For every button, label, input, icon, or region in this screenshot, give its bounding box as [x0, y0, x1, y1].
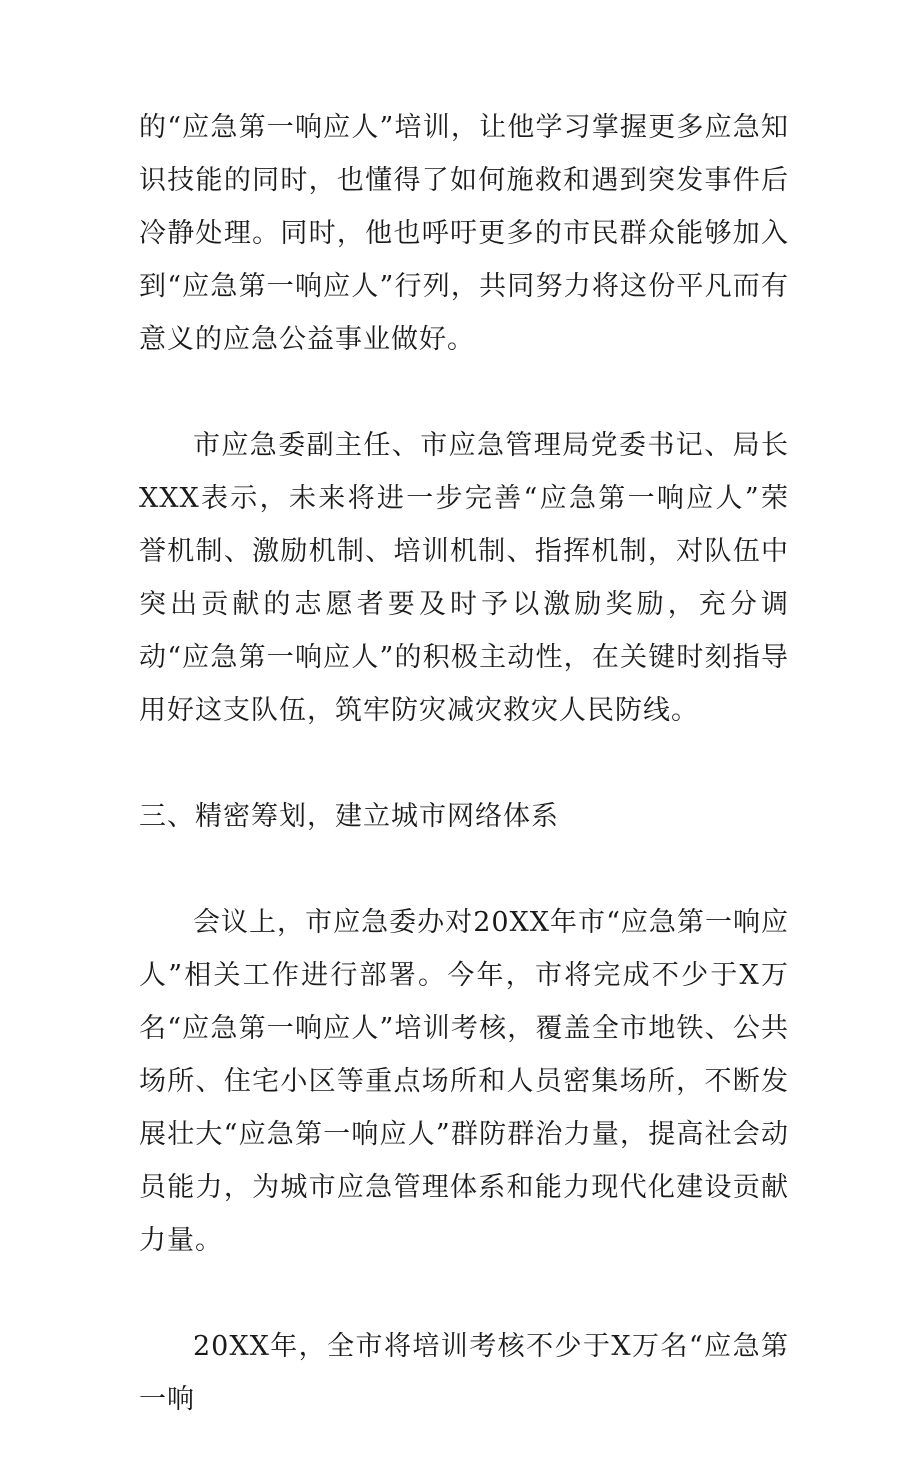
paragraph-director-statement: 市应急委副主任、市应急管理局党委书记、局长XXX表示，未来将进一步完善“应急第一响应人”荣誉机制、激励机制、培训机制、指挥机制，对队伍中突出贡献的志愿者要及时予以激励奖励，充分调动“应急第一响应人”的积极主动性，在关键时刻指导用好这支队伍，筑牢防灾减灾救灾人民防线。: [139, 430, 789, 726]
document-body: [139, 101, 789, 1479]
paragraph-training-benefits: 的“应急第一响应人”培训，让他学习掌握更多应急知识技能的同时，也懂得了如何施救和遇到突发事件后冷静处理。同时，他也呼吁更多的市民群众能够加入到“应急第一响应人”行列，共同努力将这份平凡而有意义的应急公益事业做好。: [139, 112, 789, 355]
paragraph-work-deployment: 会议上，市应急委办对20XX年市“应急第一响应人”相关工作进行部署。今年，市将完成不少于X万名“应急第一响应人”培训考核，覆盖全市地铁、公共场所、住宅小区等重点场所和人员密集场所，不断发展壮大“应急第一响应人”群防群治力量，提高社会动员能力，为城市应急管理体系和能力现代化建设贡献力量。: [139, 907, 789, 1256]
paragraph-annual-target: 20XX年，全市将培训考核不少于X万名“应急第一响: [139, 1331, 789, 1415]
section-heading: 三、精密筹划，建立城市网络体系: [139, 801, 559, 832]
